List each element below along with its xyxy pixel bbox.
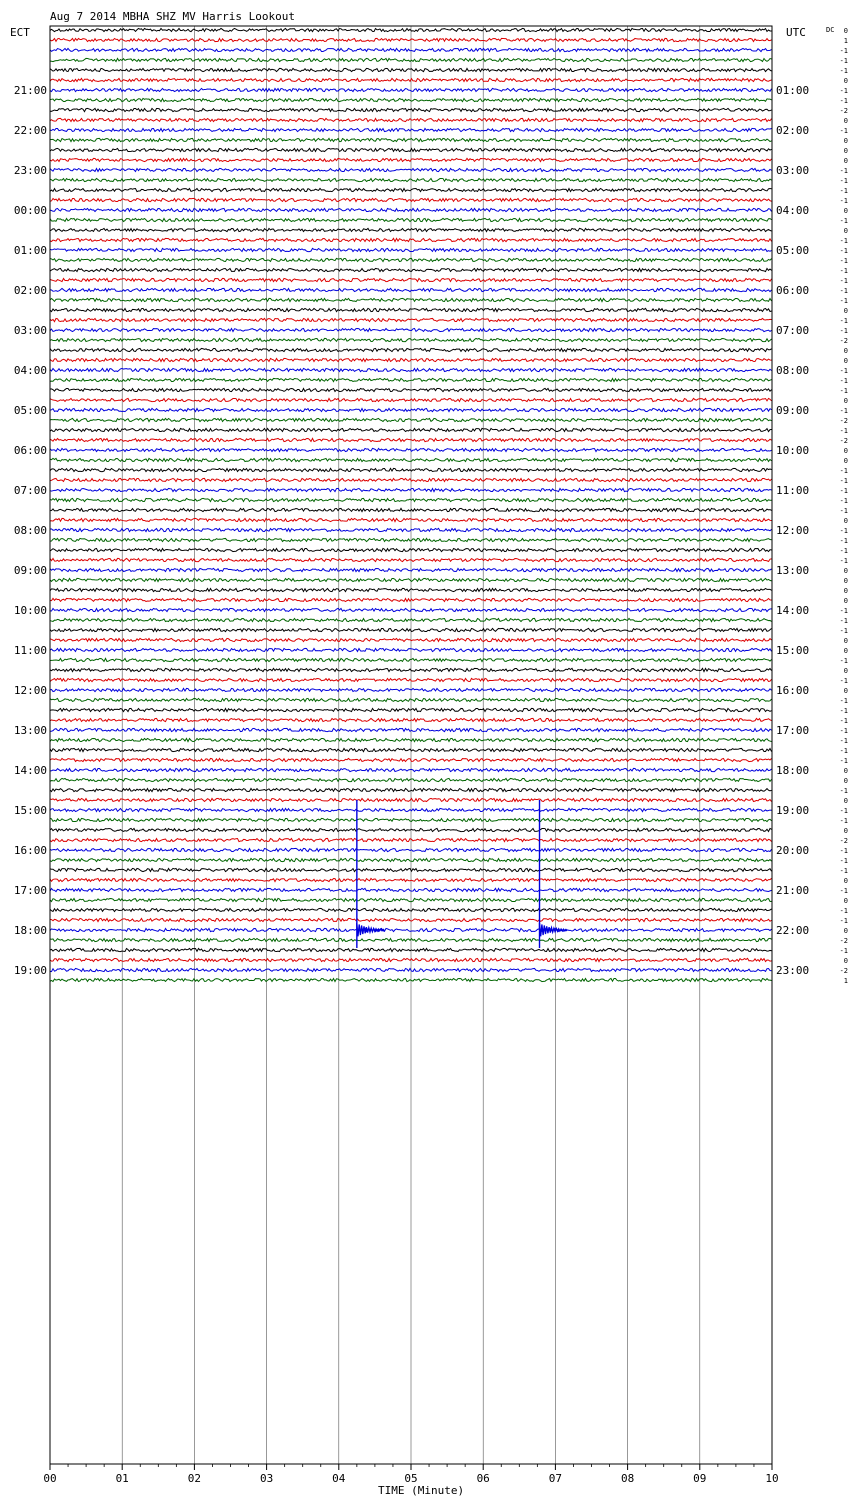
right-timezone-label: UTC	[786, 26, 806, 39]
x-axis	[43, 1464, 778, 1485]
x-tick-label: 01	[115, 1472, 129, 1485]
left-hour-label: 23:00	[13, 164, 47, 177]
right-hour-labels	[776, 84, 809, 977]
left-hour-label: 06:00	[13, 444, 47, 457]
dc-offset-value: -1	[839, 247, 848, 255]
right-hour-label: 19:00	[776, 804, 810, 817]
dc-offset-value: 0	[843, 767, 848, 775]
minute-grid	[122, 26, 700, 1464]
right-hour-label: 11:00	[776, 484, 810, 497]
dc-offset-value: -1	[839, 427, 848, 435]
dc-offset-value: -1	[839, 657, 848, 665]
dc-offset-value: 0	[843, 397, 848, 405]
dc-offset-value: -1	[839, 697, 848, 705]
dc-offset-value: -1	[839, 317, 848, 325]
dc-offset-value: 0	[843, 307, 848, 315]
x-tick-label: 00	[43, 1472, 57, 1485]
dc-offset-value: -1	[839, 267, 848, 275]
left-hour-label: 00:00	[13, 204, 47, 217]
dc-offset-value: 0	[843, 687, 848, 695]
dc-offset-value: -1	[839, 87, 848, 95]
left-hour-label: 10:00	[13, 604, 47, 617]
right-hour-label: 15:00	[776, 644, 810, 657]
dc-offset-value: -1	[839, 717, 848, 725]
dc-offset-value: -1	[839, 887, 848, 895]
dc-offset-value: -1	[839, 237, 848, 245]
dc-offset-value: -1	[839, 527, 848, 535]
dc-offset-value: -1	[839, 67, 848, 75]
dc-offset-value: -1	[839, 257, 848, 265]
left-hour-label: 03:00	[13, 324, 47, 337]
left-hour-label: 05:00	[13, 404, 47, 417]
dc-offset-value: -1	[839, 787, 848, 795]
right-hour-label: 22:00	[776, 924, 810, 937]
x-axis-title: TIME (Minute)	[378, 1484, 465, 1497]
dc-offset-value: -1	[839, 537, 848, 545]
dc-offset-value: -1	[839, 507, 848, 515]
right-hour-label: 10:00	[776, 444, 810, 457]
dc-offset-value: -2	[839, 107, 848, 115]
right-hour-label: 01:00	[776, 84, 810, 97]
x-tick-label: 10	[765, 1472, 779, 1485]
left-hour-label: 11:00	[13, 644, 47, 657]
dc-offset-value: -1	[839, 127, 848, 135]
dc-offset-value: -1	[839, 617, 848, 625]
dc-offset-value: -1	[839, 277, 848, 285]
dc-offset-value: -1	[839, 917, 848, 925]
dc-offset-value: -1	[839, 947, 848, 955]
left-hour-label: 02:00	[13, 284, 47, 297]
left-hour-label: 19:00	[13, 964, 47, 977]
dc-offset-value: -1	[839, 387, 848, 395]
dc-offset-value: -1	[839, 377, 848, 385]
dc-offset-value: -1	[839, 177, 848, 185]
dc-offset-value: 0	[843, 567, 848, 575]
left-timezone-label: ECT	[10, 26, 30, 39]
dc-offset-value: 0	[843, 827, 848, 835]
left-hour-label: 04:00	[13, 364, 47, 377]
dc-offset-value: -1	[839, 167, 848, 175]
right-hour-label: 09:00	[776, 404, 810, 417]
right-hour-label: 21:00	[776, 884, 810, 897]
dc-offset-value: 0	[843, 147, 848, 155]
dc-offset-value: 0	[843, 957, 848, 965]
event-group	[357, 800, 567, 948]
right-hour-label: 04:00	[776, 204, 810, 217]
right-hour-label: 12:00	[776, 524, 810, 537]
dc-offset-value: -1	[839, 627, 848, 635]
dc-offset-value: 0	[843, 637, 848, 645]
dc-offset-value: -1	[839, 497, 848, 505]
right-hour-label: 06:00	[776, 284, 810, 297]
dc-offset-value: 0	[843, 77, 848, 85]
left-hour-label: 22:00	[13, 124, 47, 137]
left-hour-label: 18:00	[13, 924, 47, 937]
dc-offset-value: -1	[839, 297, 848, 305]
dc-offset-value: -1	[839, 187, 848, 195]
dc-header-label: DC	[826, 26, 835, 34]
dc-offset-value: 0	[843, 897, 848, 905]
right-hour-label: 05:00	[776, 244, 810, 257]
dc-offset-value: -1	[839, 807, 848, 815]
dc-offset-value: -1	[839, 737, 848, 745]
dc-offset-value: 0	[843, 117, 848, 125]
left-hour-label: 12:00	[13, 684, 47, 697]
right-hour-label: 03:00	[776, 164, 810, 177]
dc-offset-value: -1	[839, 547, 848, 555]
dc-offset-value: -2	[839, 937, 848, 945]
dc-offset-value: 0	[843, 587, 848, 595]
dc-offset-value: 0	[843, 647, 848, 655]
dc-offset-value: 0	[843, 27, 848, 35]
dc-offset-value: -1	[839, 477, 848, 485]
right-hour-label: 23:00	[776, 964, 810, 977]
left-hour-label: 21:00	[13, 84, 47, 97]
dc-offset-value: -1	[839, 287, 848, 295]
dc-offset-value: 0	[843, 137, 848, 145]
dc-offset-value: -1	[839, 327, 848, 335]
dc-offset-value: 0	[843, 927, 848, 935]
x-tick-label: 02	[187, 1472, 202, 1485]
dc-offset-value: 0	[843, 357, 848, 365]
dc-offset-value: -2	[839, 967, 848, 975]
dc-offset-value: 0	[843, 597, 848, 605]
left-hour-label: 14:00	[13, 764, 47, 777]
dc-offset-value: 0	[843, 447, 848, 455]
x-tick-label: 05	[404, 1472, 418, 1485]
dc-offset-value: -1	[839, 217, 848, 225]
dc-offset-value: -1	[839, 47, 848, 55]
event-coda	[357, 923, 385, 936]
dc-offset-value: -1	[839, 847, 848, 855]
dc-offset-value: -2	[839, 417, 848, 425]
dc-offset-value: -1	[839, 607, 848, 615]
dc-offset-value: 0	[843, 227, 848, 235]
dc-offset-value: -2	[839, 337, 848, 345]
dc-offset-value: -2	[839, 437, 848, 445]
left-hour-label: 07:00	[13, 484, 47, 497]
dc-offset-value: 0	[843, 157, 848, 165]
dc-offset-value: 0	[843, 347, 848, 355]
dc-offset-value: -1	[839, 707, 848, 715]
dc-offset-value: -1	[839, 407, 848, 415]
dc-offset-value: -1	[839, 57, 848, 65]
dc-offset-value: -1	[839, 727, 848, 735]
dc-offset-value: 0	[843, 207, 848, 215]
right-hour-label: 07:00	[776, 324, 810, 337]
dc-offset-value: 0	[843, 667, 848, 675]
left-hour-label: 13:00	[13, 724, 47, 737]
dc-offset-value: -1	[839, 757, 848, 765]
right-hour-label: 02:00	[776, 124, 810, 137]
left-hour-labels	[14, 84, 47, 977]
dc-offset-value: -1	[839, 467, 848, 475]
dc-offset-value: -1	[839, 367, 848, 375]
dc-offset-value: -1	[839, 867, 848, 875]
right-hour-label: 08:00	[776, 364, 810, 377]
dc-offset-value: -1	[839, 857, 848, 865]
dc-offset-value: 1	[843, 977, 848, 985]
dc-offset-value: 1	[843, 37, 848, 45]
x-tick-label: 09	[693, 1472, 707, 1485]
dc-offset-value: -1	[839, 817, 848, 825]
right-hour-label: 13:00	[776, 564, 810, 577]
right-hour-label: 20:00	[776, 844, 810, 857]
dc-offset-value: 0	[843, 777, 848, 785]
right-hour-label: 17:00	[776, 724, 810, 737]
dc-offset-value: 0	[843, 877, 848, 885]
dc-offset-value: -1	[839, 197, 848, 205]
x-tick-label: 06	[476, 1472, 490, 1485]
right-hour-label: 14:00	[776, 604, 810, 617]
left-hour-label: 17:00	[13, 884, 47, 897]
dc-offset-value: 0	[843, 457, 848, 465]
dc-offset-value: -1	[839, 557, 848, 565]
dc-offset-value: -1	[839, 487, 848, 495]
dc-offset-value: -1	[839, 747, 848, 755]
x-tick-label: 08	[620, 1472, 635, 1485]
x-tick-label: 03	[259, 1472, 274, 1485]
left-hour-label: 08:00	[13, 524, 47, 537]
left-hour-label: 16:00	[13, 844, 47, 857]
dc-offset-value: -1	[839, 97, 848, 105]
dc-offset-value: -2	[839, 837, 848, 845]
chart-title: Aug 7 2014 MBHA SHZ MV Harris Lookout	[50, 10, 296, 23]
left-hour-label: 09:00	[13, 564, 47, 577]
dc-offset-value: 0	[843, 797, 848, 805]
right-hour-label: 18:00	[776, 764, 810, 777]
x-tick-label: 04	[332, 1472, 346, 1485]
dc-offset-value: 0	[843, 577, 848, 585]
event-coda	[540, 923, 568, 936]
dc-offset-column	[840, 27, 848, 985]
x-tick-label: 07	[548, 1472, 563, 1485]
right-hour-label: 16:00	[776, 684, 810, 697]
dc-offset-value: -1	[839, 677, 848, 685]
left-hour-label: 01:00	[13, 244, 47, 257]
dc-offset-value: 0	[843, 517, 848, 525]
dc-offset-value: -1	[839, 907, 848, 915]
left-hour-label: 15:00	[13, 804, 47, 817]
